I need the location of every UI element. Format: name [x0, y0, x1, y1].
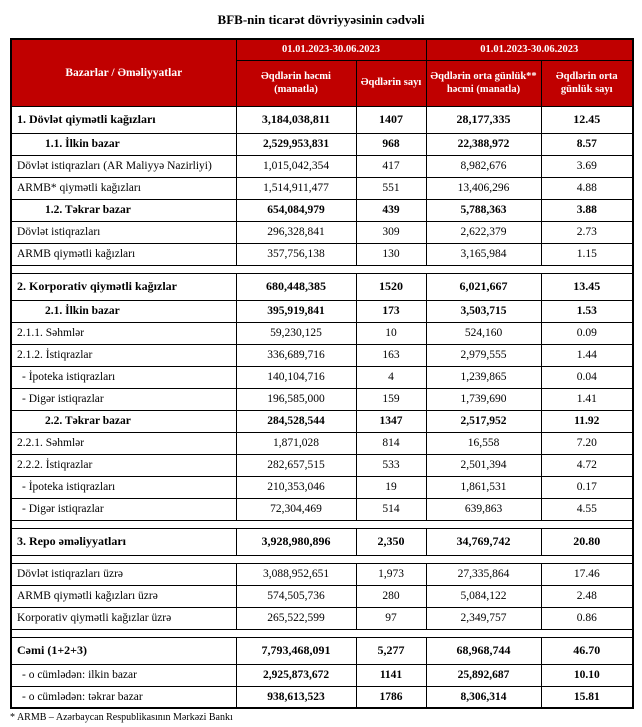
- value-cell: 13,406,296: [426, 177, 541, 199]
- value-cell: 1347: [356, 410, 426, 432]
- value-cell: 3,928,980,896: [236, 528, 356, 555]
- value-cell: 551: [356, 177, 426, 199]
- value-cell: 27,335,864: [426, 563, 541, 585]
- value-cell: 10.10: [541, 664, 633, 686]
- value-cell: 1.53: [541, 300, 633, 322]
- value-cell: 1.44: [541, 344, 633, 366]
- value-cell: 97: [356, 607, 426, 629]
- value-cell: 163: [356, 344, 426, 366]
- value-cell: 417: [356, 155, 426, 177]
- value-cell: 19: [356, 476, 426, 498]
- value-cell: 173: [356, 300, 426, 322]
- value-cell: 2.48: [541, 585, 633, 607]
- value-cell: 336,689,716: [236, 344, 356, 366]
- value-cell: 25,892,687: [426, 664, 541, 686]
- value-cell: 5,788,363: [426, 199, 541, 221]
- value-cell: 395,919,841: [236, 300, 356, 322]
- value-cell: 533: [356, 454, 426, 476]
- row-label: Cəmi (1+2+3): [11, 637, 236, 664]
- value-cell: 296,328,841: [236, 221, 356, 243]
- value-cell: 7,793,468,091: [236, 637, 356, 664]
- value-cell: 1,514,911,477: [236, 177, 356, 199]
- table-row: [11, 243, 633, 265]
- table-row: [11, 410, 633, 432]
- value-cell: 6,021,667: [426, 273, 541, 300]
- row-label: Dövlət istiqrazları: [11, 221, 236, 243]
- row-label: 2.2.1. Səhmlər: [11, 432, 236, 454]
- value-cell: 4.88: [541, 177, 633, 199]
- row-label: Dövlət istiqrazları (AR Maliyyə Nazirliyi): [11, 155, 236, 177]
- value-cell: 938,613,523: [236, 686, 356, 708]
- spacer-cell: [11, 555, 633, 563]
- table-row: [11, 607, 633, 629]
- row-label: 2.2. Təkrar bazar: [11, 410, 236, 432]
- value-cell: 282,657,515: [236, 454, 356, 476]
- table-row: [11, 344, 633, 366]
- value-cell: 2,349,757: [426, 607, 541, 629]
- value-cell: 639,863: [426, 498, 541, 520]
- value-cell: 3.88: [541, 199, 633, 221]
- value-cell: 3,088,952,651: [236, 563, 356, 585]
- value-cell: 514: [356, 498, 426, 520]
- table-row: [11, 366, 633, 388]
- row-label: Dövlət istiqrazları üzrə: [11, 563, 236, 585]
- value-cell: 1,973: [356, 563, 426, 585]
- value-cell: 2.73: [541, 221, 633, 243]
- value-cell: 265,522,599: [236, 607, 356, 629]
- table-row: [11, 388, 633, 410]
- table-row: [11, 273, 633, 300]
- row-label: 2.1.2. İstiqrazlar: [11, 344, 236, 366]
- value-cell: 15.81: [541, 686, 633, 708]
- value-cell: 5,084,122: [426, 585, 541, 607]
- table-row: [11, 637, 633, 664]
- value-cell: 0.04: [541, 366, 633, 388]
- value-cell: 4.55: [541, 498, 633, 520]
- footnote: * ARMB – Azərbaycan Respublikasının Mərkəzi Bankı: [10, 712, 233, 723]
- table-row: [11, 106, 633, 133]
- value-cell: 280: [356, 585, 426, 607]
- row-label: - o cümlədən: ilkin bazar: [11, 664, 236, 686]
- value-cell: 10: [356, 322, 426, 344]
- value-cell: 130: [356, 243, 426, 265]
- value-cell: 59,230,125: [236, 322, 356, 344]
- value-cell: 1786: [356, 686, 426, 708]
- value-cell: 1,871,028: [236, 432, 356, 454]
- value-cell: 3,165,984: [426, 243, 541, 265]
- value-cell: 72,304,469: [236, 498, 356, 520]
- column-header-daily-volume: Əqdlərin orta günlük** həcmi (manatla): [426, 60, 541, 106]
- trade-turnover-table: [10, 38, 634, 709]
- period-header-row: [11, 39, 633, 60]
- spacer-row: [11, 520, 633, 528]
- column-header-volume: Əqdlərin həcmi (manatla): [236, 60, 356, 106]
- value-cell: 439: [356, 199, 426, 221]
- column-header-daily-count: Əqdlərin orta günlük sayı: [541, 60, 633, 106]
- row-label: ARMB qiymətli kağızları üzrə: [11, 585, 236, 607]
- value-cell: 13.45: [541, 273, 633, 300]
- value-cell: 196,585,000: [236, 388, 356, 410]
- row-label: - Digər istiqrazlar: [11, 498, 236, 520]
- value-cell: 2,501,394: [426, 454, 541, 476]
- period-header-1: 01.01.2023-30.06.2023: [236, 39, 426, 60]
- value-cell: 1141: [356, 664, 426, 686]
- value-cell: 0.09: [541, 322, 633, 344]
- value-cell: 968: [356, 133, 426, 155]
- row-label: ARMB qiymətli kağızları: [11, 243, 236, 265]
- table-row: [11, 498, 633, 520]
- row-label: 2.1. İlkin bazar: [11, 300, 236, 322]
- table-row: [11, 300, 633, 322]
- row-label: ARMB* qiymətli kağızları: [11, 177, 236, 199]
- value-cell: 654,084,979: [236, 199, 356, 221]
- table-row: [11, 563, 633, 585]
- row-label: 2.1.1. Səhmlər: [11, 322, 236, 344]
- value-cell: 680,448,385: [236, 273, 356, 300]
- table-row: [11, 686, 633, 708]
- value-cell: 46.70: [541, 637, 633, 664]
- row-label: - İpoteka istiqrazları: [11, 476, 236, 498]
- value-cell: 20.80: [541, 528, 633, 555]
- table-row: [11, 454, 633, 476]
- value-cell: 2,979,555: [426, 344, 541, 366]
- value-cell: 1,861,531: [426, 476, 541, 498]
- value-cell: 1.41: [541, 388, 633, 410]
- value-cell: 284,528,544: [236, 410, 356, 432]
- table-row: [11, 585, 633, 607]
- row-label: 1.2. Təkrar bazar: [11, 199, 236, 221]
- value-cell: 1,239,865: [426, 366, 541, 388]
- row-label: 2. Korporativ qiymətli kağızlar: [11, 273, 236, 300]
- value-cell: 0.86: [541, 607, 633, 629]
- value-cell: 4: [356, 366, 426, 388]
- table-row: [11, 199, 633, 221]
- value-cell: 5,277: [356, 637, 426, 664]
- value-cell: 0.17: [541, 476, 633, 498]
- value-cell: 34,769,742: [426, 528, 541, 555]
- value-cell: 16,558: [426, 432, 541, 454]
- row-label: - İpoteka istiqrazları: [11, 366, 236, 388]
- spacer-cell: [11, 265, 633, 273]
- value-cell: 8.57: [541, 133, 633, 155]
- table-row: [11, 528, 633, 555]
- value-cell: 12.45: [541, 106, 633, 133]
- spacer-row: [11, 555, 633, 563]
- value-cell: 17.46: [541, 563, 633, 585]
- value-cell: 574,505,736: [236, 585, 356, 607]
- value-cell: 22,388,972: [426, 133, 541, 155]
- value-cell: 1,739,690: [426, 388, 541, 410]
- spacer-row: [11, 629, 633, 637]
- value-cell: 1,015,042,354: [236, 155, 356, 177]
- table-row: [11, 177, 633, 199]
- table-row: [11, 133, 633, 155]
- table-row: [11, 155, 633, 177]
- value-cell: 2,622,379: [426, 221, 541, 243]
- value-cell: 3.69: [541, 155, 633, 177]
- value-cell: 357,756,138: [236, 243, 356, 265]
- spacer-row: [11, 265, 633, 273]
- value-cell: 3,503,715: [426, 300, 541, 322]
- row-label: 1.1. İlkin bazar: [11, 133, 236, 155]
- value-cell: 1407: [356, 106, 426, 133]
- value-cell: 2,517,952: [426, 410, 541, 432]
- row-label: Korporativ qiymətli kağızlar üzrə: [11, 607, 236, 629]
- value-cell: 814: [356, 432, 426, 454]
- value-cell: 8,306,314: [426, 686, 541, 708]
- value-cell: 2,925,873,672: [236, 664, 356, 686]
- table-row: [11, 476, 633, 498]
- spacer-cell: [11, 629, 633, 637]
- value-cell: 1520: [356, 273, 426, 300]
- table-row: [11, 221, 633, 243]
- value-cell: 309: [356, 221, 426, 243]
- value-cell: 28,177,335: [426, 106, 541, 133]
- column-header-count: Əqdlərin sayı: [356, 60, 426, 106]
- value-cell: 2,350: [356, 528, 426, 555]
- value-cell: 11.92: [541, 410, 633, 432]
- table-row: [11, 664, 633, 686]
- value-cell: 68,968,744: [426, 637, 541, 664]
- table-row: [11, 432, 633, 454]
- row-label: - o cümlədən: təkrar bazar: [11, 686, 236, 708]
- row-label: 1. Dövlət qiymətli kağızları: [11, 106, 236, 133]
- value-cell: 210,353,046: [236, 476, 356, 498]
- value-cell: 4.72: [541, 454, 633, 476]
- value-cell: 3,184,038,811: [236, 106, 356, 133]
- value-cell: 159: [356, 388, 426, 410]
- page-title: BFB-nin ticarət dövriyyəsinin cədvəli: [217, 12, 425, 27]
- period-header-2: 01.01.2023-30.06.2023: [426, 39, 633, 60]
- value-cell: 140,104,716: [236, 366, 356, 388]
- row-label: - Digər istiqrazlar: [11, 388, 236, 410]
- table-row: [11, 322, 633, 344]
- table-header: [11, 39, 633, 106]
- value-cell: 2,529,953,831: [236, 133, 356, 155]
- value-cell: 7.20: [541, 432, 633, 454]
- row-label: 3. Repo əməliyyatları: [11, 528, 236, 555]
- value-cell: 524,160: [426, 322, 541, 344]
- value-cell: 8,982,676: [426, 155, 541, 177]
- spacer-cell: [11, 520, 633, 528]
- row-label: 2.2.2. İstiqrazlar: [11, 454, 236, 476]
- table-body: [11, 106, 633, 708]
- value-cell: 1.15: [541, 243, 633, 265]
- corner-header: Bazarlar / Əməliyyatlar: [11, 39, 236, 106]
